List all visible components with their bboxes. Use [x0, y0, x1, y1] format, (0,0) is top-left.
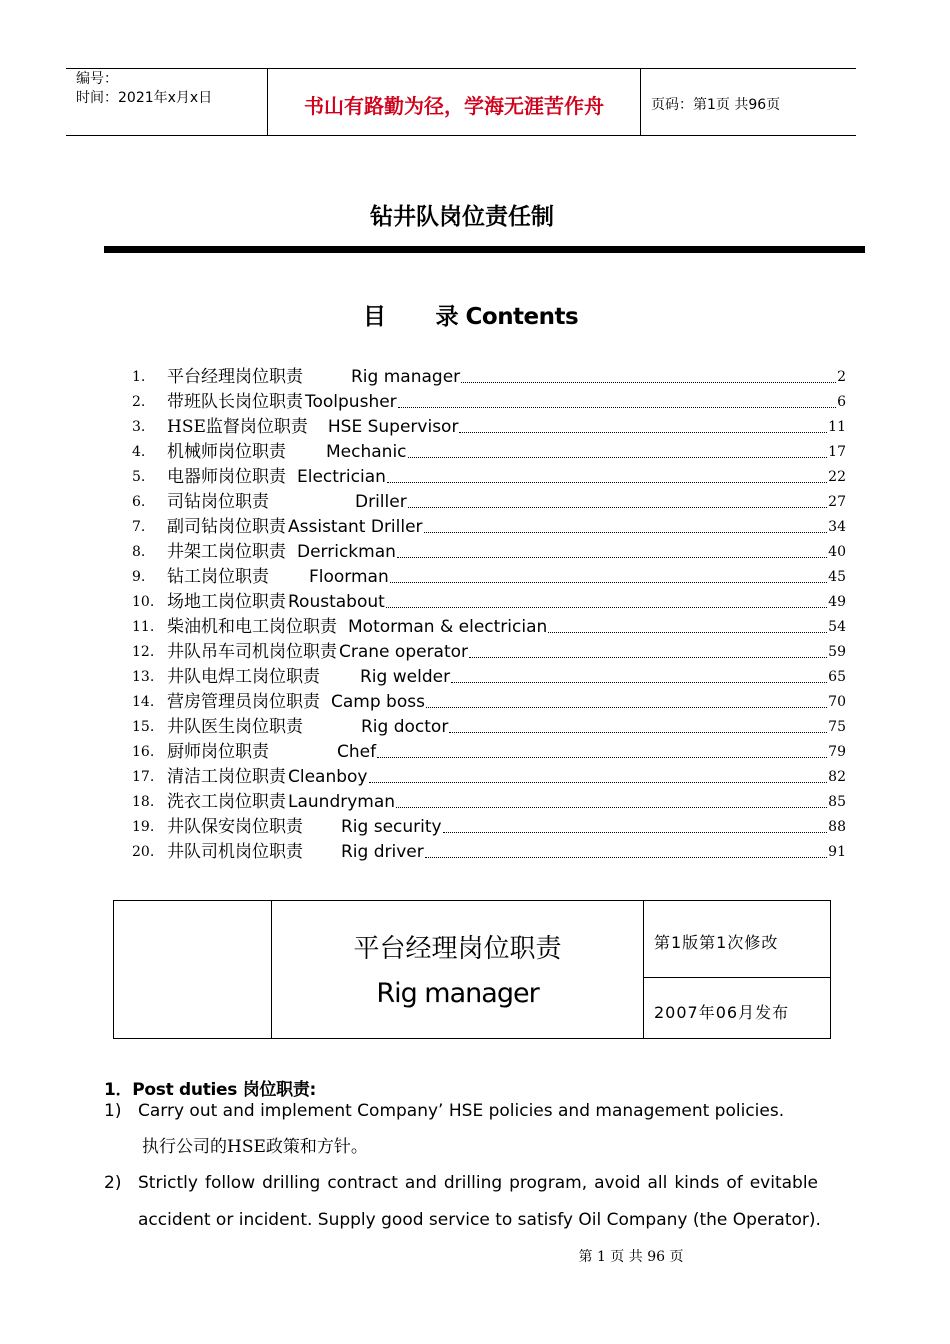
- toc-entry[interactable]: [132, 513, 846, 538]
- document-title: 钻井队岗位责任制: [370, 204, 554, 230]
- toc-leader: [425, 856, 827, 858]
- role-table-divider-horizontal: [643, 977, 831, 978]
- role-title-cn: 平台经理岗位职责: [353, 934, 562, 964]
- toc-entry-cn: 井队吊车司机岗位职责: [167, 642, 337, 662]
- page-footer: 第 1 页 共 96 页: [578, 1249, 684, 1265]
- toc-entry-cn: 副司钻岗位职责: [167, 517, 286, 537]
- header-code-label: 编号：: [76, 71, 118, 87]
- toc-entry-page: 49: [828, 594, 846, 610]
- toc-leader: [459, 431, 827, 433]
- toc-leader: [426, 706, 827, 708]
- toc-entry-cn: 井队保安岗位职责: [167, 817, 303, 837]
- toc-entry-number: 10.: [132, 594, 155, 610]
- toc-entry-number: 1.: [132, 369, 146, 385]
- toc-entry-en: Mechanic: [326, 442, 407, 462]
- toc-leader: [443, 831, 828, 833]
- toc-entry-en: Floorman: [309, 567, 389, 587]
- toc-entry-cn: 司钻岗位职责: [167, 492, 269, 512]
- toc-leader: [396, 806, 827, 808]
- title-rule: [104, 246, 865, 253]
- toc-entry[interactable]: [132, 413, 846, 438]
- header-motto: 书山有路勤为径，学海无涯苦作舟: [304, 94, 604, 118]
- toc-entry-cn: 平台经理岗位职责: [167, 367, 303, 387]
- toc-entry-number: 5.: [132, 469, 146, 485]
- toc-entry-page: 40: [828, 544, 846, 560]
- role-title-en: Rig manager: [376, 978, 539, 1009]
- toc-entry-cn: 井队电焊工岗位职责: [167, 667, 320, 687]
- toc-entry-en: Motorman & electrician: [348, 617, 548, 637]
- toc-leader: [451, 681, 827, 683]
- toc-leader: [424, 531, 828, 533]
- toc-entry-page: 82: [828, 769, 846, 785]
- toc-entry-number: 3.: [132, 419, 146, 435]
- toc-entry[interactable]: [132, 663, 846, 688]
- header-bottom-rule: [66, 135, 856, 136]
- toc-entry-en: Rig security: [341, 817, 442, 837]
- toc-entry-number: 16.: [132, 744, 155, 760]
- toc-heading-rest: 录 Contents: [435, 304, 579, 330]
- toc-entry-page: 2: [837, 369, 846, 385]
- list-item-text-en-line2: accident or incident. Supply good service to satisfy Oil Company (the Operator).: [138, 1210, 821, 1230]
- toc-entry[interactable]: [132, 763, 846, 788]
- toc-entry-en: Toolpusher: [305, 392, 397, 412]
- toc-entry[interactable]: [132, 538, 846, 563]
- toc-entry-number: 20.: [132, 844, 155, 860]
- toc-entry-number: 8.: [132, 544, 146, 560]
- toc-entry[interactable]: [132, 813, 846, 838]
- toc-entry-en: Electrician: [297, 467, 386, 487]
- toc-entry-en: Chef: [337, 742, 377, 762]
- toc-entry-en: Roustabout: [288, 592, 385, 612]
- toc-entry-number: 2.: [132, 394, 146, 410]
- toc-entry-cn: 带班队长岗位职责: [167, 392, 303, 412]
- toc-entry-number: 17.: [132, 769, 155, 785]
- toc-entry-number: 15.: [132, 719, 155, 735]
- list-item-number: 1): [104, 1101, 122, 1121]
- toc-entry-cn: 柴油机和电工岗位职责: [167, 617, 337, 637]
- toc-entry-page: 85: [828, 794, 846, 810]
- toc-entry-page: 11: [828, 419, 846, 435]
- header-divider-right: [640, 68, 641, 136]
- toc-entry[interactable]: [132, 438, 846, 463]
- role-issue-date: 2007年06月发布: [654, 1003, 790, 1022]
- toc-entry-number: 13.: [132, 669, 155, 685]
- toc-entry-number: 4.: [132, 444, 146, 460]
- toc-entry-cn: 井队医生岗位职责: [167, 717, 303, 737]
- toc-entry-cn: 机械师岗位职责: [167, 442, 286, 462]
- toc-entry[interactable]: [132, 363, 846, 388]
- toc-entry-number: 12.: [132, 644, 155, 660]
- header-page-info: 页码：第1页 共96页: [651, 97, 781, 113]
- table-of-contents: [132, 363, 846, 863]
- toc-entry-en: HSE Supervisor: [327, 417, 459, 437]
- header-meta: [76, 70, 212, 108]
- toc-entry-cn: 营房管理员岗位职责: [167, 692, 320, 712]
- toc-entry-en: Driller: [355, 492, 407, 512]
- list-item-text-cn: 执行公司的HSE政策和方针。: [142, 1137, 368, 1157]
- toc-entry-page: 45: [828, 569, 846, 585]
- toc-entry-en: Rig welder: [360, 667, 451, 687]
- toc-leader: [408, 506, 827, 508]
- toc-entry-number: 18.: [132, 794, 155, 810]
- toc-entry[interactable]: [132, 488, 846, 513]
- toc-entry-en: Crane operator: [339, 642, 469, 662]
- toc-entry-cn: 钻工岗位职责: [167, 567, 269, 587]
- toc-entry-cn: 电器师岗位职责: [167, 467, 286, 487]
- toc-entry-en: Assistant Driller: [288, 517, 423, 537]
- toc-entry[interactable]: [132, 638, 846, 663]
- toc-entry-page: 65: [828, 669, 846, 685]
- toc-leader: [369, 781, 828, 783]
- toc-entry-number: 6.: [132, 494, 146, 510]
- toc-entry[interactable]: [132, 388, 846, 413]
- toc-leader: [548, 631, 827, 633]
- toc-entry-en: Camp boss: [331, 692, 425, 712]
- toc-entry[interactable]: [132, 563, 846, 588]
- toc-leader: [461, 381, 836, 383]
- toc-entry-page: 70: [828, 694, 846, 710]
- header-time-label: 时间：2021年x月x日: [76, 90, 213, 106]
- toc-entry-en: Laundryman: [288, 792, 396, 812]
- section-heading: 1．Post duties 岗位职责:: [104, 1080, 317, 1100]
- toc-entry[interactable]: [132, 713, 846, 738]
- toc-leader: [449, 731, 827, 733]
- toc-leader: [390, 581, 827, 583]
- toc-leader: [469, 656, 827, 658]
- toc-entry-en: Derrickman: [297, 542, 396, 562]
- list-item-text-en-line1: Strictly follow drilling contract and drilling program, avoid all kinds of evitable: [138, 1173, 818, 1193]
- toc-entry[interactable]: [132, 688, 846, 713]
- toc-leader: [408, 456, 828, 458]
- toc-leader: [398, 406, 836, 408]
- toc-entry-number: 7.: [132, 519, 146, 535]
- toc-entry-page: 22: [828, 469, 846, 485]
- header-top-rule: [66, 68, 856, 69]
- toc-leader: [386, 606, 827, 608]
- toc-entry-cn: 清洁工岗位职责: [167, 767, 286, 787]
- toc-entry[interactable]: [132, 463, 846, 488]
- toc-entry-page: 17: [828, 444, 846, 460]
- toc-entry-cn: 井架工岗位职责: [167, 542, 286, 562]
- toc-entry-number: 11.: [132, 619, 155, 635]
- toc-entry-page: 59: [828, 644, 846, 660]
- toc-leader: [387, 481, 827, 483]
- toc-entry-page: 34: [828, 519, 846, 535]
- toc-entry-number: 9.: [132, 569, 146, 585]
- toc-entry-page: 88: [828, 819, 846, 835]
- toc-heading: [363, 298, 578, 331]
- toc-entry[interactable]: [132, 838, 846, 863]
- role-table-divider-right: [643, 900, 644, 1039]
- toc-entry[interactable]: [132, 738, 846, 763]
- toc-heading-cn: 目: [363, 304, 386, 330]
- list-item-number: 2): [104, 1173, 122, 1193]
- toc-entry-page: 75: [828, 719, 846, 735]
- toc-entry-cn: 场地工岗位职责: [167, 592, 286, 612]
- toc-entry-page: 6: [837, 394, 846, 410]
- toc-entry-en: Rig doctor: [361, 717, 449, 737]
- toc-entry[interactable]: [132, 613, 846, 638]
- role-table-divider-left: [271, 900, 272, 1039]
- toc-entry-en: Cleanboy: [288, 767, 368, 787]
- toc-entry-page: 91: [828, 844, 846, 860]
- toc-entry-en: Rig manager: [351, 367, 461, 387]
- toc-entry-number: 19.: [132, 819, 155, 835]
- toc-entry-cn: 洗衣工岗位职责: [167, 792, 286, 812]
- list-item-text-en: Carry out and implement Company’ HSE policies and management policies.: [138, 1101, 785, 1121]
- toc-leader: [397, 556, 827, 558]
- toc-leader: [377, 756, 827, 758]
- toc-entry-cn: 厨师岗位职责: [167, 742, 269, 762]
- toc-entry-page: 27: [828, 494, 846, 510]
- toc-entry[interactable]: [132, 788, 846, 813]
- toc-entry[interactable]: [132, 588, 846, 613]
- toc-entry-cn: HSE监督岗位职责: [167, 417, 308, 437]
- role-version: 第1版第1次修改: [654, 933, 779, 952]
- toc-entry-en: Rig driver: [341, 842, 424, 862]
- toc-entry-page: 79: [828, 744, 846, 760]
- toc-entry-cn: 井队司机岗位职责: [167, 842, 303, 862]
- toc-entry-number: 14.: [132, 694, 155, 710]
- toc-entry-page: 54: [828, 619, 846, 635]
